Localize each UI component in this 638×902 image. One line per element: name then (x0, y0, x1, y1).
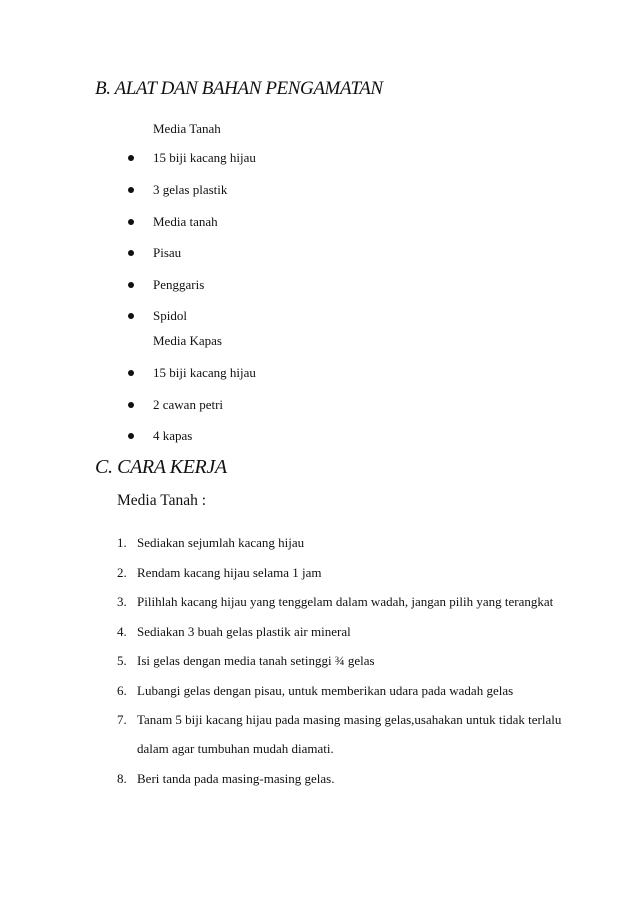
list-item: Media tanah (153, 214, 218, 229)
bullet-icon (128, 250, 134, 256)
list-item: Spidol (153, 308, 187, 323)
bullet-icon (128, 370, 134, 376)
bullet-icon (128, 219, 134, 225)
step-number: 4. (117, 624, 127, 639)
list-item: 3 gelas plastik (153, 182, 228, 197)
step-text: Isi gelas dengan media tanah setinggi ¾ gelas (137, 653, 375, 668)
step-number: 7. (117, 712, 127, 727)
subheading-media-tanah: Media Tanah : (117, 492, 207, 509)
step-number: 2. (117, 565, 127, 580)
bullet-icon (128, 187, 134, 193)
bullet-icon (128, 433, 134, 439)
step-text-continued: dalam agar tumbuhan mudah diamati. (137, 741, 334, 756)
step-text: Beri tanda pada masing-masing gelas. (137, 771, 335, 786)
step-text: Rendam kacang hijau selama 1 jam (137, 565, 322, 580)
list-item: Pisau (153, 245, 182, 260)
step-text: Pilihlah kacang hijau yang tenggelam dalam wadah, jangan pilih yang terangkat (137, 594, 554, 609)
group-label-media-tanah: Media Tanah (153, 121, 221, 136)
list-item: 4 kapas (153, 428, 193, 443)
list-item: Penggaris (153, 277, 205, 292)
section-b-heading: B. ALAT DAN BAHAN PENGAMATAN (95, 78, 383, 99)
step-number: 3. (117, 594, 127, 609)
bullet-icon (128, 402, 134, 408)
step-number: 5. (117, 653, 127, 668)
step-text: Lubangi gelas dengan pisau, untuk memberikan udara pada wadah gelas (137, 683, 514, 698)
step-text: Tanam 5 biji kacang hijau pada masing masing gelas,usahakan untuk tidak terlalu (137, 712, 562, 727)
step-text: Sediakan sejumlah kacang hijau (137, 535, 305, 550)
bullet-icon (128, 282, 134, 288)
bullet-icon (128, 313, 134, 319)
list-item: 15 biji kacang hijau (153, 150, 256, 165)
step-number: 1. (117, 535, 127, 550)
step-number: 8. (117, 771, 127, 786)
list-item: 15 biji kacang hijau (153, 365, 256, 380)
group-label-media-kapas: Media Kapas (153, 333, 222, 348)
section-c-heading: C. CARA KERJA (95, 456, 227, 478)
bullet-icon (128, 155, 134, 161)
step-text: Sediakan 3 buah gelas plastik air mineral (137, 624, 351, 639)
step-number: 6. (117, 683, 127, 698)
list-item: 2 cawan petri (153, 397, 224, 412)
